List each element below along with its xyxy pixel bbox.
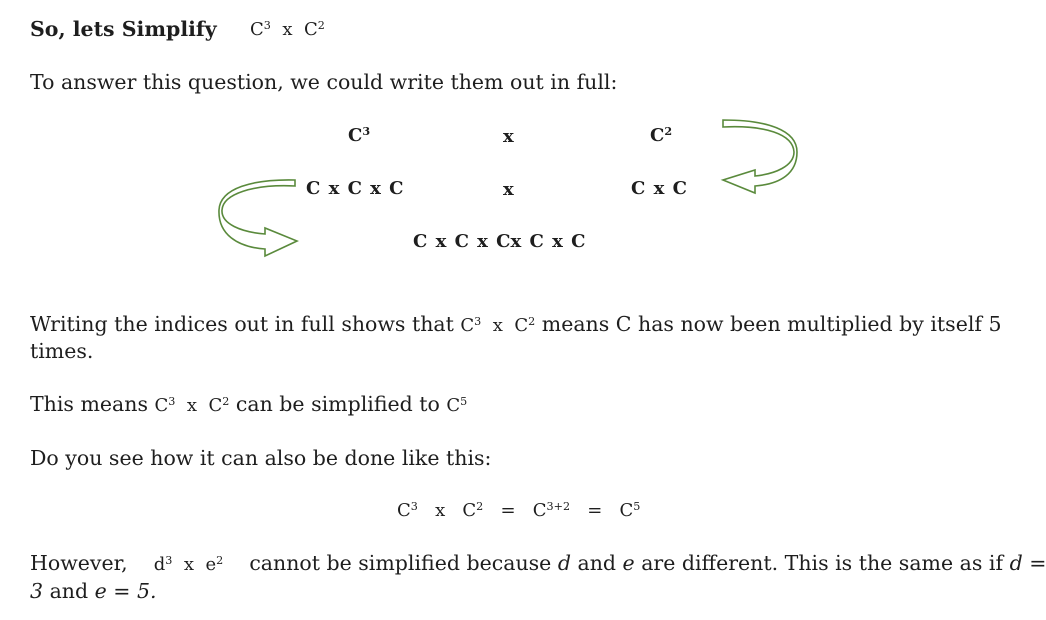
para2-result: $C^5$ bbox=[446, 394, 468, 416]
diagram-row1-left: $C^3$ bbox=[348, 124, 371, 146]
heading-exp2: 2 bbox=[317, 18, 325, 32]
para4-line2: 3 and e = 5. bbox=[30, 579, 157, 603]
para1-expression: $C^3$ x $C^2$ bbox=[460, 314, 536, 336]
heading-op: x bbox=[282, 19, 293, 40]
para1-line1: Writing the indices out in full shows that $C^3$ x $C^2$ means C has now been multiplied by itself 5 bbox=[30, 312, 1002, 336]
para1-line2: times. bbox=[30, 339, 94, 363]
para4-line1: However, $d^3$ x $e^2$ cannot be simplified because d and e are different. This is the same as if d = bbox=[30, 551, 1046, 575]
heading-label: So, lets Simplify bbox=[30, 17, 217, 41]
diagram-row1-op: x bbox=[503, 126, 514, 147]
intro-text: To answer this question, we could write them out in full: bbox=[30, 70, 618, 94]
heading-base1: C bbox=[250, 19, 264, 40]
heading-expression bbox=[250, 19, 325, 40]
diagram-row1-right: $C^2$ bbox=[650, 124, 673, 146]
equation: $C^3$ x $C^2$ = $C^{3+2}$ = $C^5$ bbox=[397, 499, 641, 521]
para3: Do you see how it can also be done like this: bbox=[30, 446, 492, 470]
heading-exp1: 3 bbox=[263, 18, 271, 32]
para4-expression: $d^3$ x $e^2$ bbox=[153, 553, 224, 575]
diagram-row3-result: C x C x Cx C x C bbox=[413, 231, 586, 252]
diagram-row2-left: C x C x C bbox=[306, 178, 404, 199]
curved-arrow-left-icon bbox=[215, 180, 305, 262]
diagram-row2-right: C x C bbox=[631, 178, 687, 199]
diagram-row2-op: x bbox=[503, 179, 514, 200]
para2: This means $C^3$ x $C^2$ can be simplified to $C^5$ bbox=[30, 392, 468, 416]
curved-arrow-right-icon bbox=[715, 120, 805, 200]
para2-expression: $C^3$ x $C^2$ bbox=[154, 394, 230, 416]
heading-base2: C bbox=[303, 19, 318, 40]
